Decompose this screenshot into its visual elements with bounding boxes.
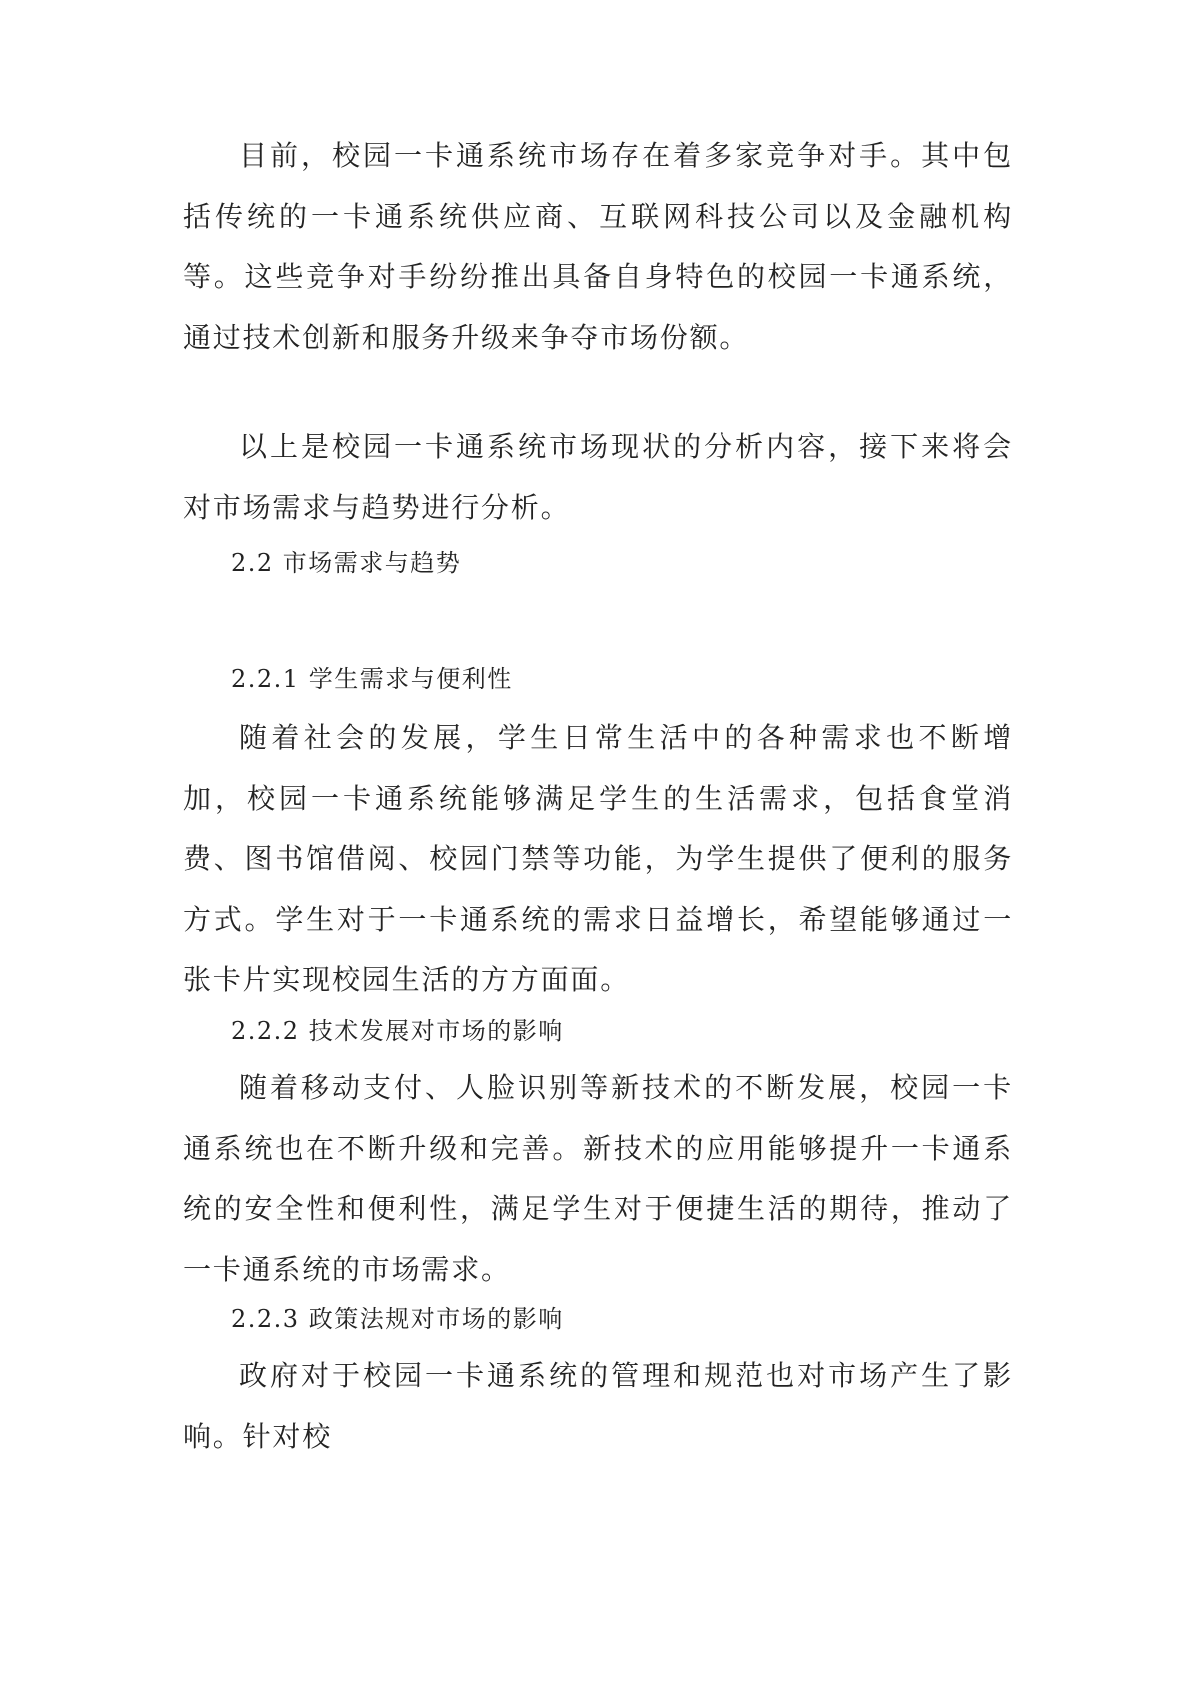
paragraph-policy: 政府对于校园一卡通系统的管理和规范也对市场产生了影响。针对校 — [183, 1359, 1013, 1453]
paragraph-technology: 随着移动支付、人脸识别等新技术的不断发展，校园一卡通系统也在不断升级和完善。新技术的应用能够提升一卡通系统的安全性和便利性，满足学生对于便捷生活的期待，推动了一卡通系统的市场需求。 — [183, 1071, 1013, 1286]
paragraph-competition: 目前，校园一卡通系统市场存在着多家竞争对手。其中包括传统的一卡通系统供应商、互联网科技公司以及金融机构等。这些竞争对手纷纷推出具备自身特色的校园一卡通系统，通过技术创新和服务升级来争夺市场份额。 — [183, 139, 1013, 354]
paragraph-transition: 以上是校园一卡通系统市场现状的分析内容，接下来将会对市场需求与趋势进行分析。 — [183, 430, 1013, 524]
section-heading-2-2: 2.2 市场需求与趋势 — [231, 549, 462, 577]
section-heading-2-2-2: 2.2.2 技术发展对市场的影响 — [231, 1017, 564, 1045]
section-heading-2-2-3: 2.2.3 政策法规对市场的影响 — [231, 1305, 564, 1333]
section-heading-2-2-1: 2.2.1 学生需求与便利性 — [231, 665, 513, 693]
paragraph-student-demand: 随着社会的发展，学生日常生活中的各种需求也不断增加，校园一卡通系统能够满足学生的生活需求，包括食堂消费、图书馆借阅、校园门禁等功能，为学生提供了便利的服务方式。学生对于一卡通系统的需求日益增长，希望能够通过一张卡片实现校园生活的方方面面。 — [183, 721, 1013, 996]
